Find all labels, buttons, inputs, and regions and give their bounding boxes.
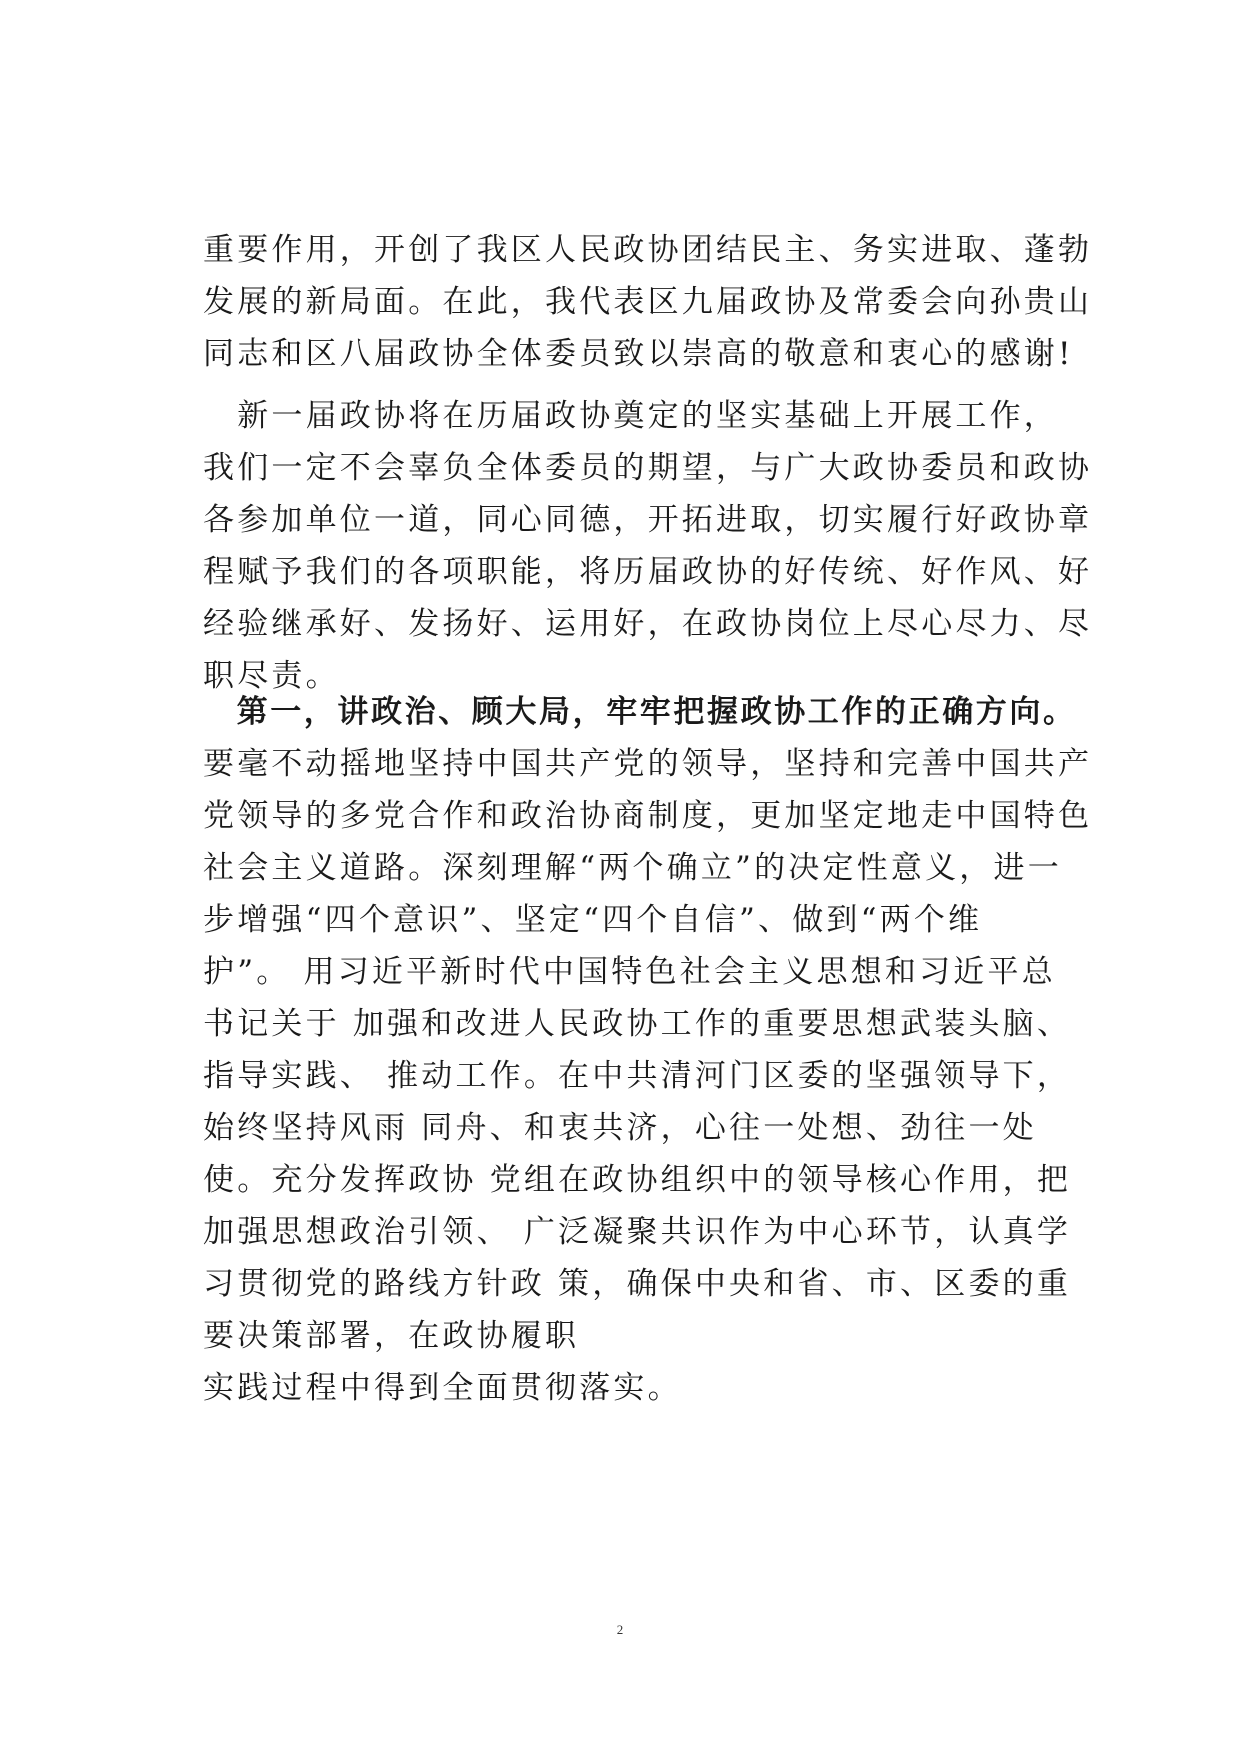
paragraph-line: 职尽责。 (203, 658, 340, 694)
paragraph-line: 习贯彻党的路线方针政 策，确保中央和省、市、区委的重 (203, 1266, 1072, 1302)
paragraph-line: 要决策部署，在政协履职 (203, 1318, 580, 1354)
paragraph-line: 使。充分发挥政协 党组在政协组织中的领导核心作用，把 (203, 1162, 1072, 1198)
paragraph-line: 经验继承好、发扬好、运用好，在政协岗位上尽心尽力、尽 (203, 606, 1093, 642)
paragraph-line: 新一届政协将在历届政协奠定的坚实基础上开展工作， (203, 398, 1058, 434)
paragraph-line: 实践过程中得到全面贯彻落实。 (203, 1370, 682, 1406)
paragraph-line: 我们一定不会辜负全体委员的期望，与广大政协委员和政协 (203, 450, 1093, 486)
paragraph-line: 加强思想政治引领、 广泛凝聚共识作为中心环节，认真学 (203, 1214, 1072, 1250)
paragraph-line: 指导实践、 推动工作。在中共清河门区委的坚强领导下， (203, 1058, 1072, 1094)
paragraph-line: 发展的新局面。在此，我代表区九届政协及常委会向孙贵山 (203, 284, 1093, 320)
paragraph-line: 党领导的多党合作和政治协商制度，更加坚定地走中国特色 (203, 798, 1093, 834)
paragraph-new-term (203, 390, 1093, 702)
paragraph-line: 重要作用，开创了我区人民政协团结民主、务实进取、蓬勃 (203, 232, 1093, 268)
section-heading: 第一，讲政治、顾大局，牢牢把握政协工作的正确方向。 (203, 694, 1077, 730)
paragraph-line: 各参加单位一道，同心同德，开拓进取，切实履行好政协章 (203, 502, 1093, 538)
paragraph-line: 程赋予我们的各项职能，将历届政协的好传统、好作风、好 (203, 554, 1093, 590)
paragraph-first-point (203, 686, 1093, 1414)
paragraph-line: 护”。 用习近平新时代中国特色社会主义思想和习近平总 (203, 954, 1056, 990)
paragraph-line: 要毫不动摇地坚持中国共产党的领导，坚持和完善中国共产 (203, 746, 1093, 782)
paragraph-line: 步增强“四个意识”、坚定“四个自信”、做到“两个维 (203, 902, 983, 938)
paragraph-line: 始终坚持风雨 同舟、和衷共济，心往一处想、劲往一处 (203, 1110, 1037, 1146)
paragraph-thanks (203, 224, 1093, 380)
paragraph-line: 社会主义道路。深刻理解“两个确立”的决定性意义，进一 (203, 850, 1062, 886)
page-number: 2 (616, 1622, 624, 1637)
paragraph-line: 同志和区八届政协全体委员致以崇高的敬意和衷心的感谢! (203, 336, 1074, 372)
paragraph-line: 书记关于 加强和改进人民政协工作的重要思想武装头脑、 (203, 1006, 1072, 1042)
